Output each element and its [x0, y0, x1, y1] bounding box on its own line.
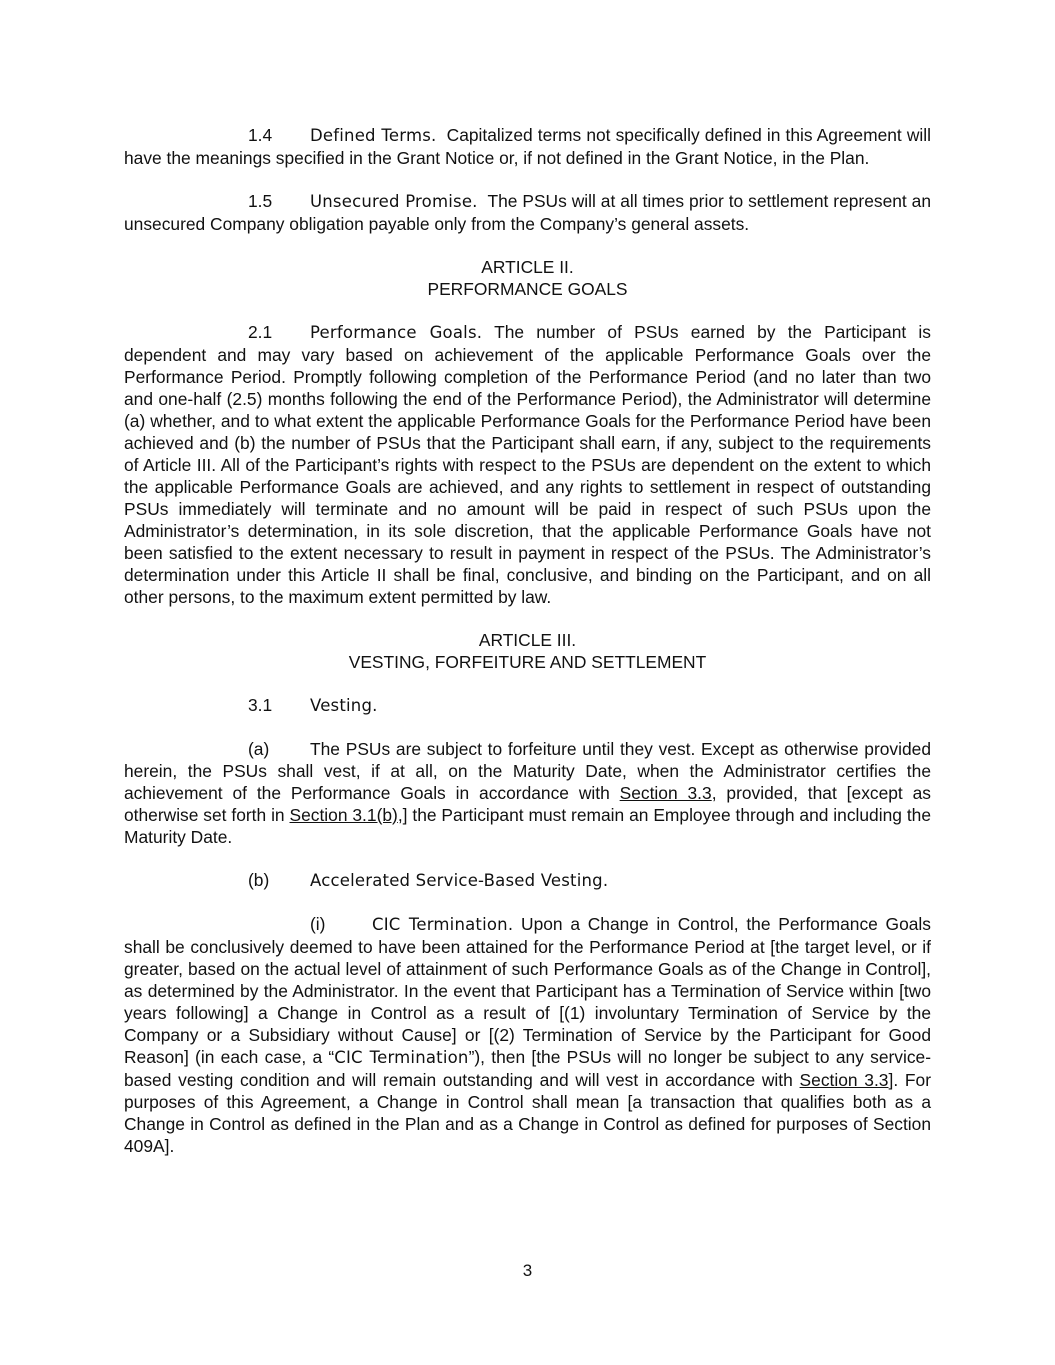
section-number: 2.1	[248, 322, 273, 342]
clause-heading: CIC Termination.	[372, 915, 514, 934]
section-2-1	[124, 321, 931, 608]
subsection-b	[124, 869, 931, 892]
clause-text: ”), then [the PSUs will no longer be subject to any service-based vesting condition and will remain outstanding and will vest in accordance with	[124, 1047, 932, 1090]
defined-term: CIC Termination	[334, 1048, 469, 1067]
subsection-text: ,] the Participant must remain an Employee through and including the Maturity Date.	[124, 805, 931, 847]
article-title: ARTICLE III.	[478, 630, 577, 650]
section-3-1	[124, 694, 931, 717]
article-title: ARTICLE II.	[481, 257, 574, 277]
section-3-3-reference: Section 3.3	[619, 783, 712, 803]
section-heading: Vesting.	[310, 696, 378, 715]
clause-i	[124, 913, 931, 1157]
section-heading: Defined Terms.	[310, 126, 437, 145]
section-3-1b-reference: Section 3.1(b)	[289, 805, 398, 825]
subsection-text: The PSUs are subject to forfeiture until they vest. Except as otherwise provided herein, the PSUs shall vest, if at all, on the Maturity Date, when the Administrator certifies the achievement of the Performance Goals in accordance with	[124, 739, 931, 803]
section-1-4	[124, 124, 931, 169]
subsection-a	[124, 738, 931, 848]
section-1-5	[124, 190, 931, 235]
page-content	[124, 124, 931, 1178]
subsection-text: , provided, that [except as otherwise set forth in	[124, 783, 931, 825]
section-text: Capitalized terms not specifically defined in this Agreement will have the meanings specified in the Grant Notice or, if not defined in the Grant Notice, in the Plan.	[124, 125, 931, 168]
article-2-heading	[124, 256, 931, 300]
section-number: 1.5	[248, 191, 273, 211]
subsection-number: (b)	[248, 870, 270, 890]
clause-text: ]. For purposes of this Agreement, a Change in Control shall mean [a transaction that qualifies both as a Change in Control as defined in the Plan and as a Change in Control as defined for purposes of Section 409A].	[124, 1070, 931, 1156]
section-3-3-reference: Section 3.3	[799, 1070, 889, 1090]
article-subtitle: PERFORMANCE GOALS	[427, 279, 628, 299]
clause-number: (i)	[310, 914, 326, 934]
clause-text: Upon a Change in Control, the Performance Goals shall be conclusively deemed to have been attained for the Performance Period at [the target level, or if greater, based on the actual level of attainment of such Performance Goals as of the Change in Control], as determined by the Administrator. In the event that Participant has a Termination of Service within [two years following] a Change in Control as a result of [(1) involuntary Termination of Service by the Company or a Subsidiary without Cause] or [(2) Termination of Service by the Participant for Good Reason] (in each case, a “	[124, 914, 931, 1067]
section-heading: Performance Goals.	[310, 323, 483, 342]
section-heading: Unsecured Promise.	[310, 192, 478, 211]
section-number: 1.4	[248, 125, 273, 145]
subsection-number: (a)	[248, 739, 270, 759]
section-text: The number of PSUs earned by the Participant is dependent and may vary based on achievement of the applicable Performance Goals over the Performance Period. Promptly following completion of the Performance Period (and no later than two and one-half (2.5) months following the end of the Performance Period), the Administrator will determine (a) whether, and to what extent the applicable Performance Goals for the Performance Period have been achieved and (b) the number of PSUs that the Participant shall earn, if any, subject to the requirements of Article III. All of the Participant’s rights with respect to the PSUs are dependent on the extent to which the applicable Performance Goals are achieved, and any rights to settlement in respect of outstanding PSUs immediately will terminate and no amount will be paid in respect of such PSUs upon the Administrator’s determination, in its sole discretion, that the applicable Performance Goals have not been satisfied to the extent necessary to result in payment in respect of the PSUs. The Administrator’s determination under this Article II shall be final, conclusive, and binding on the Participant, and on all other persons, to the maximum extent permitted by law.	[124, 322, 931, 607]
section-number: 3.1	[248, 695, 273, 715]
article-subtitle: VESTING, FORFEITURE AND SETTLEMENT	[348, 652, 707, 672]
section-text: The PSUs will at all times prior to settlement represent an unsecured Company obligation payable only from the Company’s general assets.	[124, 191, 932, 234]
article-3-heading	[124, 629, 931, 673]
subsection-heading: Accelerated Service-Based Vesting.	[310, 871, 609, 890]
page-number: 3	[522, 1261, 533, 1280]
